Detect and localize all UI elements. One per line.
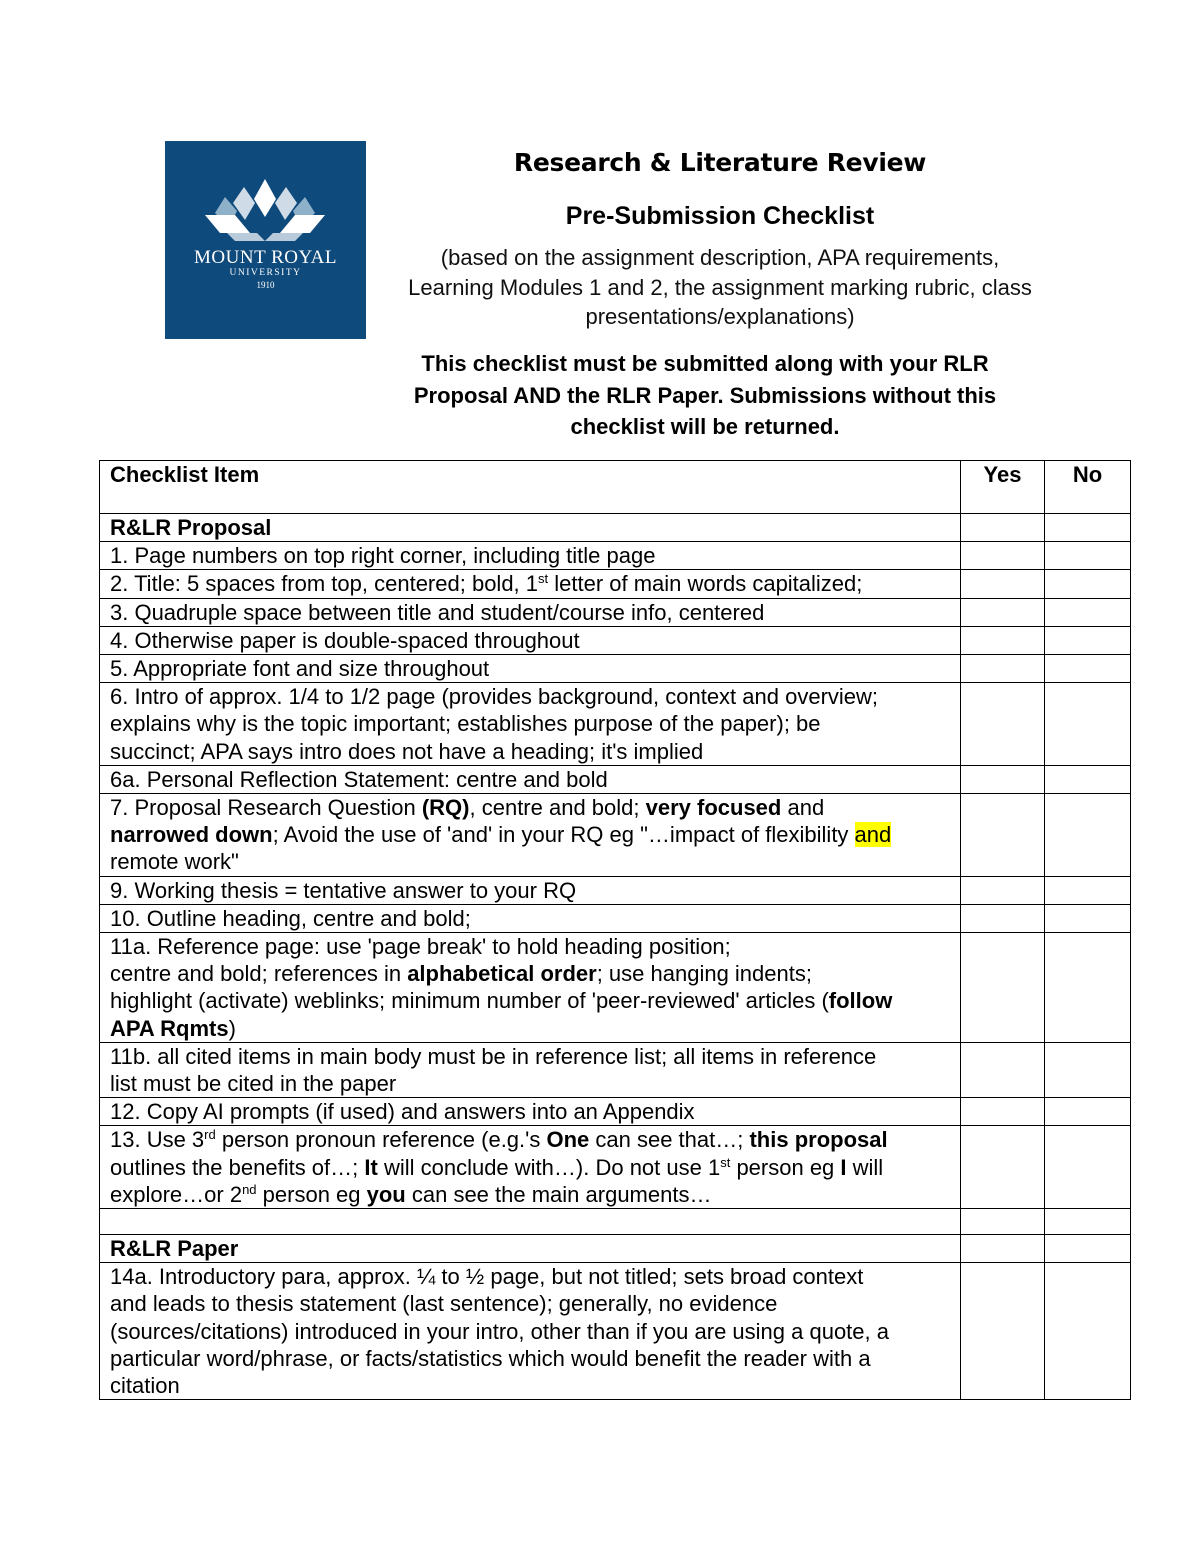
item-text: 7. Proposal Research Question (RQ), centre and bold; very focused and narrowed down; Avoid the use of 'and' in your RQ eg "…impact of flexibility and remote work" <box>100 794 961 877</box>
header-yes: Yes <box>961 461 1045 514</box>
yes-cell[interactable] <box>961 514 1045 542</box>
item-text: 12. Copy AI prompts (if used) and answers into an Appendix <box>100 1098 961 1126</box>
table-row <box>100 683 1131 766</box>
university-logo <box>165 141 366 339</box>
yes-cell[interactable] <box>961 765 1045 793</box>
yes-cell[interactable] <box>961 1263 1045 1400</box>
no-cell[interactable] <box>1045 765 1131 793</box>
no-cell[interactable] <box>1045 904 1131 932</box>
yes-cell[interactable] <box>961 542 1045 570</box>
table-row <box>100 1126 1131 1209</box>
logo-sub: UNIVERSITY <box>229 268 302 278</box>
logo-name: MOUNT ROYAL <box>194 247 337 268</box>
empty-row <box>100 1209 1131 1235</box>
header-no: No <box>1045 461 1131 514</box>
no-cell[interactable] <box>1045 1126 1131 1209</box>
header-note <box>380 243 1060 332</box>
item-text: 4. Otherwise paper is double-spaced throughout <box>100 626 961 654</box>
table-row <box>100 570 1131 598</box>
item-text: 1. Page numbers on top right corner, including title page <box>100 542 961 570</box>
item-text: 5. Appropriate font and size throughout <box>100 655 961 683</box>
no-cell[interactable] <box>1045 876 1131 904</box>
yes-cell[interactable] <box>961 1209 1045 1235</box>
no-cell[interactable] <box>1045 794 1131 877</box>
logo-year: 1910 <box>256 280 275 290</box>
section-title: R&LR Proposal <box>100 514 961 542</box>
table-row <box>100 598 1131 626</box>
note-line: presentations/explanations) <box>585 304 855 329</box>
section-row-paper <box>100 1235 1131 1263</box>
no-cell[interactable] <box>1045 933 1131 1043</box>
yes-cell[interactable] <box>961 598 1045 626</box>
yes-cell[interactable] <box>961 933 1045 1043</box>
table-row <box>100 904 1131 932</box>
header-checklist-item: Checklist Item <box>100 461 961 514</box>
warning-line: This checklist must be submitted along with your RLR <box>421 351 989 376</box>
no-cell[interactable] <box>1045 514 1131 542</box>
yes-cell[interactable] <box>961 1042 1045 1097</box>
checklist-table <box>99 460 1131 1400</box>
table-row <box>100 655 1131 683</box>
item-text: 3. Quadruple space between title and student/course info, centered <box>100 598 961 626</box>
table-row <box>100 542 1131 570</box>
logo-mark-icon <box>205 179 325 241</box>
highlighted-word: and <box>854 822 892 848</box>
yes-cell[interactable] <box>961 904 1045 932</box>
no-cell[interactable] <box>1045 542 1131 570</box>
table-row <box>100 876 1131 904</box>
section-row-proposal <box>100 514 1131 542</box>
no-cell[interactable] <box>1045 1042 1131 1097</box>
item-text: 10. Outline heading, centre and bold; <box>100 904 961 932</box>
item-text: 13. Use 3rd person pronoun reference (e.g.'s One can see that…; this proposal outlines the benefits of…; It will conclude with…). Do not use 1st person eg I will explore…or 2nd person eg you can see the main arguments… <box>100 1126 961 1209</box>
yes-cell[interactable] <box>961 1235 1045 1263</box>
yes-cell[interactable] <box>961 794 1045 877</box>
table-row <box>100 794 1131 877</box>
no-cell[interactable] <box>1045 1098 1131 1126</box>
no-cell[interactable] <box>1045 1209 1131 1235</box>
section-title: R&LR Paper <box>100 1235 961 1263</box>
document-header <box>380 140 1060 332</box>
no-cell[interactable] <box>1045 570 1131 598</box>
no-cell[interactable] <box>1045 683 1131 766</box>
item-text: 9. Working thesis = tentative answer to your RQ <box>100 876 961 904</box>
yes-cell[interactable] <box>961 1098 1045 1126</box>
note-line: (based on the assignment description, APA requirements, <box>440 245 1000 270</box>
submission-warning <box>380 348 1030 443</box>
yes-cell[interactable] <box>961 655 1045 683</box>
table-row <box>100 765 1131 793</box>
document-title: Research & Literature Review <box>513 148 927 177</box>
table-row <box>100 626 1131 654</box>
no-cell[interactable] <box>1045 655 1131 683</box>
item-text: 6. Intro of approx. 1/4 to 1/2 page (provides background, context and overview; explains why is the topic important; establishes purpose of the paper); be succinct; APA says intro does not have a heading; it's implied <box>100 683 961 766</box>
yes-cell[interactable] <box>961 683 1045 766</box>
note-line: Learning Modules 1 and 2, the assignment marking rubric, class <box>408 274 1032 300</box>
item-text: 6a. Personal Reflection Statement: centre and bold <box>100 765 961 793</box>
no-cell[interactable] <box>1045 1263 1131 1400</box>
no-cell[interactable] <box>1045 1235 1131 1263</box>
table-header-row <box>100 461 1131 514</box>
warning-line: Proposal AND the RLR Paper. Submissions without this <box>413 382 997 408</box>
item-text: 11a. Reference page: use 'page break' to hold heading position; centre and bold; references in alphabetical order; use hanging indents; highlight (activate) weblinks; minimum number of 'peer-reviewed' articles (follow APA Rqmts) <box>100 933 961 1043</box>
yes-cell[interactable] <box>961 570 1045 598</box>
item-text: 2. Title: 5 spaces from top, centered; bold, 1st letter of main words capitalized; <box>100 570 961 598</box>
document-subtitle: Pre-Submission Checklist <box>565 202 875 230</box>
yes-cell[interactable] <box>961 626 1045 654</box>
yes-cell[interactable] <box>961 876 1045 904</box>
warning-line: checklist will be returned. <box>570 414 840 439</box>
table-row <box>100 1098 1131 1126</box>
table-row <box>100 1042 1131 1097</box>
no-cell[interactable] <box>1045 626 1131 654</box>
item-text: 14a. Introductory para, approx. ¼ to ½ page, but not titled; sets broad context and leads to thesis statement (last sentence); generally, no evidence (sources/citations) introduced in your intro, other than if you are using a quote, a particular word/phrase, or facts/statistics which would benefit the reader with a citation <box>100 1263 961 1400</box>
table-row <box>100 933 1131 1043</box>
item-text: 11b. all cited items in main body must be in reference list; all items in reference list must be cited in the paper <box>100 1042 961 1097</box>
yes-cell[interactable] <box>961 1126 1045 1209</box>
no-cell[interactable] <box>1045 598 1131 626</box>
item-text <box>100 1209 961 1235</box>
table-row <box>100 1263 1131 1400</box>
